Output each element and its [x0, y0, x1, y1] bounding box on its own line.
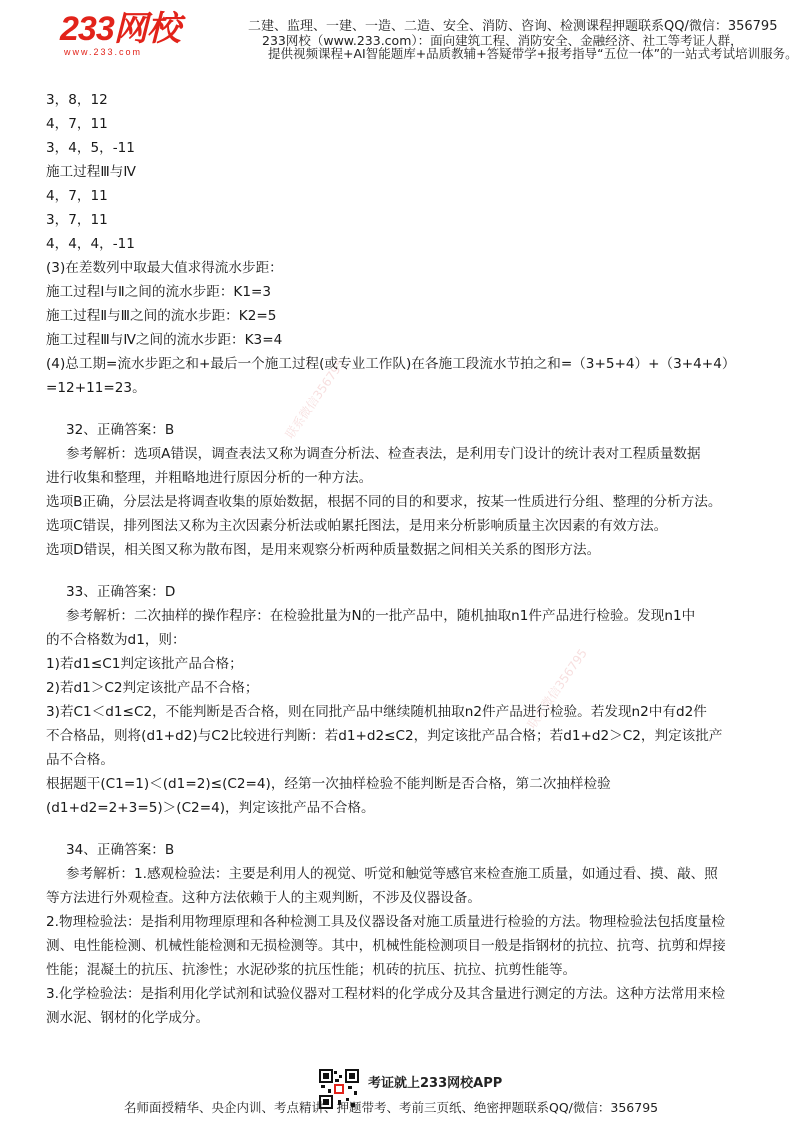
question-33-answer: 33、正确答案：D [66, 584, 176, 600]
text-line: 的不合格数为d1，则： [46, 632, 186, 648]
document-body [46, 88, 760, 1030]
brand-logo[interactable] [60, 12, 180, 57]
text-line: 4，7，11 [46, 188, 108, 204]
logo-url: www.233.com [64, 47, 143, 57]
text-line: 3，7，11 [46, 212, 108, 228]
text-line: 4，7，11 [46, 116, 108, 132]
page-header [0, 0, 800, 70]
header-service-line: 提供视频课程+AI智能题库+品质教辅+答疑带学+报考指导“五位一体”的一站式考试培训服务。 [268, 46, 798, 61]
text-line: 施工过程Ⅲ与Ⅳ之间的流水步距：K3=4 [46, 332, 283, 348]
text-line: (d1+d2=2+3=5)＞(C2=4)，判定该批产品不合格。 [46, 800, 375, 816]
text-line: 施工过程Ⅰ与Ⅱ之间的流水步距：K1=3 [46, 284, 272, 300]
header-contact-line: 二建、监理、一建、一造、二造、安全、消防、咨询、检测课程押题联系QQ/微信：356795 [248, 19, 778, 34]
question-34-answer: 34、正确答案：B [66, 842, 175, 858]
text-line: 品不合格。 [46, 752, 114, 768]
header-intro-line: 233网校（www.233.com）：面向建筑工程、消防安全、金融经济、社工等考证人群， [262, 33, 743, 48]
text-line: 4，4，4，-11 [46, 236, 135, 252]
text-line: 3)若C1＜d1≤C2，不能判断是否合格，则在同批产品中继续随机抽取n2件产品进行检验。若发现n2中有d2件 [46, 704, 707, 720]
text-line: 选项B正确，分层法是将调查收集的原始数据，根据不同的目的和要求，按某一性质进行分组、整理的分析方法。 [46, 494, 722, 510]
text-line: 测水泥、钢材的化学成分。 [46, 1010, 210, 1026]
watermark: 联系微信356795 [282, 356, 348, 442]
text-line: 施工过程Ⅱ与Ⅲ之间的流水步距：K2=5 [46, 308, 277, 324]
text-line: 参考解析：1.感观检验法：主要是利用人的视觉、听觉和触觉等感官来检查施工质量，如通过看、摸、敲、照 [66, 866, 718, 882]
text-line: 性能；混凝土的抗压、抗渗性；水泥砂浆的抗压性能；机砖的抗压、抗拉、抗剪性能等。 [46, 962, 577, 978]
text-line: 选项D错误，相关图又称为散布图，是用来观察分析两种质量数据之间相关关系的图形方法。 [46, 542, 601, 558]
page-footer [0, 1060, 800, 1131]
footer-contact-line: 名师面授精华、央企内训、考点精讲、押题带考、考前三页纸、绝密押题联系QQ/微信：356795 [124, 1100, 659, 1115]
text-line: 施工过程Ⅲ与Ⅳ [46, 164, 136, 180]
text-line: 进行收集和整理，并粗略地进行原因分析的一种方法。 [46, 470, 373, 486]
text-line: 不合格品，则将(d1+d2)与C2比较进行判断：若d1+d2≤C2，判定该批产品合格；若d1+d2＞C2，判定该批产 [46, 728, 723, 744]
watermark: 联系微信356795 [524, 646, 590, 732]
text-line: 等方法进行外观检查。这种方法依赖于人的主观判断，不涉及仪器设备。 [46, 890, 481, 906]
text-line: 选项C错误，排列图法又称为主次因素分析法或帕累托图法，是用来分析影响质量主次因素的有效方法。 [46, 518, 668, 534]
text-line: 3.化学检验法：是指利用化学试剂和试验仪器对工程材料的化学成分及其含量进行测定的方法。这种方法常用来检 [46, 986, 726, 1002]
text-line: 2.物理检验法：是指利用物理原理和各种检测工具及仪器设备对施工质量进行检验的方法。物理检验法包括度量检 [46, 914, 726, 930]
question-32-answer: 32、正确答案：B [66, 422, 175, 438]
text-line: 测、电性能检测、机械性能检测和无损检测等。其中，机械性能检测项目一般是指钢材的抗拉、抗弯、抗剪和焊接 [46, 938, 726, 954]
text-line: 参考解析：选项A错误，调查表法又称为调查分析法、检查表法，是利用专门设计的统计表对工程质量数据 [66, 446, 701, 462]
text-line: 根据题干(C1=1)＜(d1=2)≤(C2=4)，经第一次抽样检验不能判断是否合格，第二次抽样检验 [46, 776, 611, 792]
text-line: (4)总工期=流水步距之和+最后一个施工过程(或专业工作队)在各施工段流水节拍之和=（3+5+4）+（3+4+4） [46, 356, 736, 372]
app-promo-text: 考证就上233网校APP [368, 1076, 503, 1091]
text-line: 参考解析：二次抽样的操作程序：在检验批量为N的一批产品中，随机抽取n1件产品进行检验。发现n1中 [66, 608, 696, 624]
text-line: 3，4，5，-11 [46, 140, 135, 156]
text-line: 2)若d1＞C2判定该批产品不合格； [46, 680, 259, 696]
text-line: (3)在差数列中取最大值求得流水步距： [46, 260, 283, 276]
text-line: =12+11=23。 [46, 380, 146, 396]
logo-text: 233网校 [60, 10, 180, 48]
text-line: 3，8，12 [46, 92, 108, 108]
text-line: 1)若d1≤C1判定该批产品合格； [46, 656, 243, 672]
